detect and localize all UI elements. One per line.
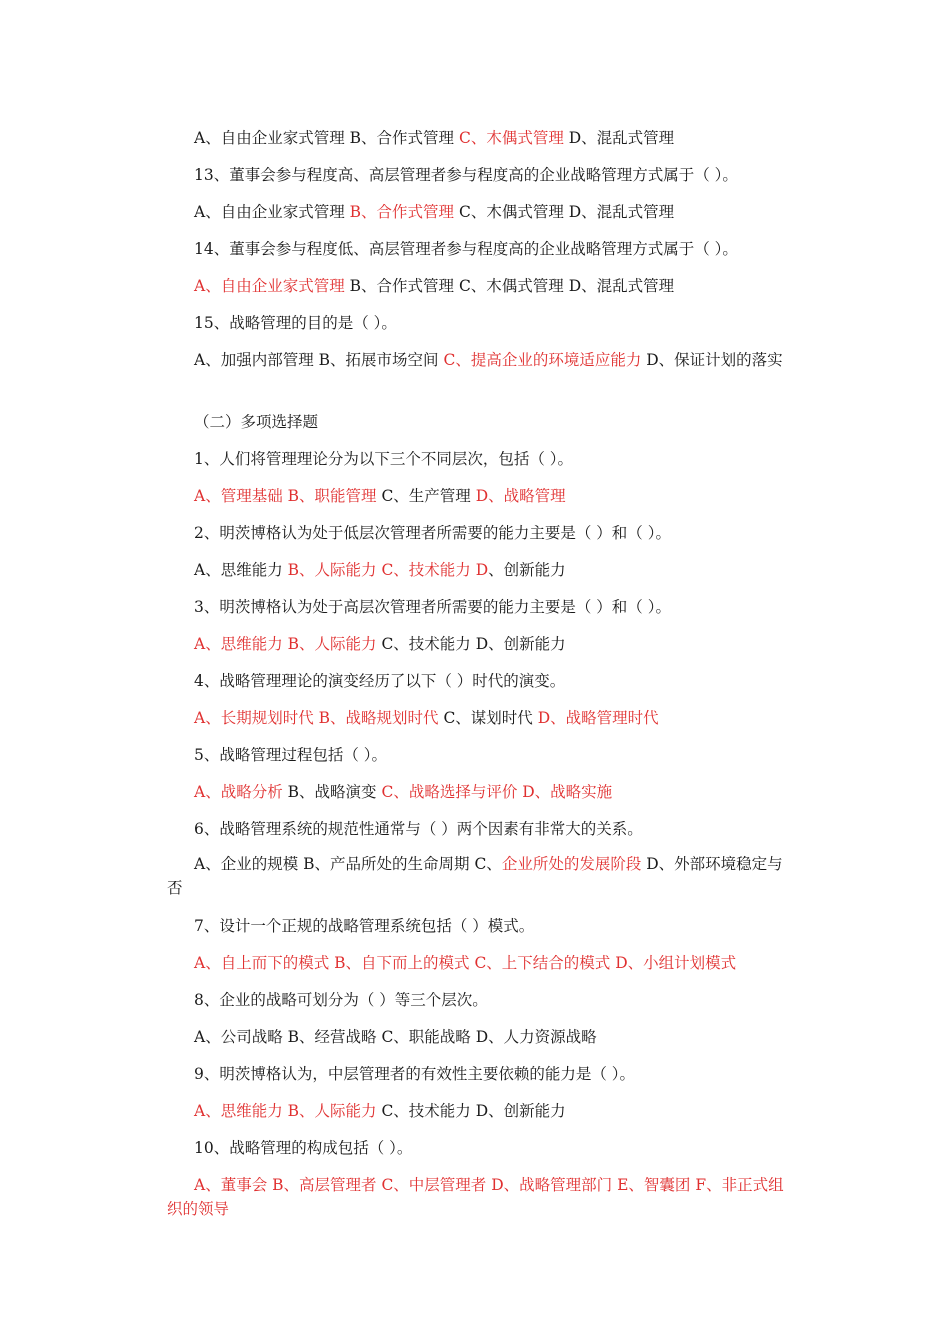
answer-options-m1 xyxy=(167,484,797,508)
section-heading-multiple-choice xyxy=(167,410,797,434)
body-text: D、保证计划的落实 xyxy=(641,351,783,369)
body-text: 8、企业的战略可划分为（ ）等三个层次。 xyxy=(194,991,488,1009)
body-text: 4、战略管理理论的演变经历了以下（ ）时代的演变。 xyxy=(194,672,566,690)
body-text: 3、明茨博格认为处于高层次管理者所需要的能力主要是（ ）和（ ）。 xyxy=(194,598,671,616)
body-text: 1、人们将管理理论分为以下三个不同层次，包括（ ）。 xyxy=(194,450,574,468)
highlighted-answer-text: B、合作式管理 xyxy=(349,203,455,221)
highlighted-answer-text: A、战略分析 xyxy=(194,783,283,801)
body-text: B、战略演变 xyxy=(282,783,382,801)
question-m2 xyxy=(167,521,797,545)
body-text: C、技术能力 D、创新能力 xyxy=(376,1102,566,1120)
body-text: C、技术能力 D、创新能力 xyxy=(376,635,566,653)
highlighted-answer-text: A、自上而下的模式 B、自下而上的模式 C、上下结合的模式 D、小组计划模式 xyxy=(194,954,737,972)
answer-options-m10 xyxy=(167,1173,797,1221)
body-text: 9、明茨博格认为，中层管理者的有效性主要依赖的能力是（ ）。 xyxy=(194,1065,636,1083)
question-m10 xyxy=(167,1136,797,1160)
highlighted-answer-text: 企业所处的发展阶段 xyxy=(501,855,642,873)
body-text: 5、战略管理过程包括（ ）。 xyxy=(194,746,388,764)
highlighted-answer-text: A、思维能力 B、人际能力 xyxy=(194,635,377,653)
body-text: C、生产管理 xyxy=(376,487,476,505)
answer-options-m9 xyxy=(167,1099,797,1123)
highlighted-answer-text: A、自由企业家式管理 xyxy=(194,277,345,295)
highlighted-answer-text: C、木偶式管理 xyxy=(458,129,564,147)
answer-options-m6 xyxy=(167,852,797,900)
question-m7 xyxy=(167,914,797,938)
body-text: B、合作式管理 C、木偶式管理 D、混乱式管理 xyxy=(344,277,675,295)
answer-options-14 xyxy=(167,274,797,298)
answer-options-m8 xyxy=(167,1025,797,1049)
body-text: D、混乱式管理 xyxy=(563,129,675,147)
question-m1 xyxy=(167,447,797,471)
body-text: 14、董事会参与程度低、高层管理者参与程度高的企业战略管理方式属于（ ）。 xyxy=(194,240,738,258)
body-text: 15、战略管理的目的是（ ）。 xyxy=(194,314,397,332)
body-text: D、外部环境稳定与否 xyxy=(167,855,783,897)
highlighted-answer-text: A、管理基础 B、职能管理 xyxy=(194,487,377,505)
answer-options-12 xyxy=(167,126,797,150)
question-15 xyxy=(167,311,797,335)
question-m8 xyxy=(167,988,797,1012)
answer-options-m7 xyxy=(167,951,797,975)
answer-options-m2 xyxy=(167,558,797,582)
question-13 xyxy=(167,163,797,187)
highlighted-answer-text: C、战略选择与评价 D、战略实施 xyxy=(381,783,613,801)
body-text: 、创新能力 xyxy=(488,561,566,579)
highlighted-answer-text: A、思维能力 B、人际能力 xyxy=(194,1102,377,1120)
body-text: A、自由企业家式管理 xyxy=(194,203,350,221)
highlighted-answer-text: D、战略管理时代 xyxy=(537,709,659,727)
body-text: 2、明茨博格认为处于低层次管理者所需要的能力主要是（ ）和（ ）。 xyxy=(194,524,671,542)
question-m3 xyxy=(167,595,797,619)
highlighted-answer-text: C、提高企业的环境适应能力 xyxy=(443,351,642,369)
body-text: A、思维能力 xyxy=(194,561,288,579)
answer-options-m5 xyxy=(167,780,797,804)
highlighted-answer-text: D、战略管理 xyxy=(475,487,566,505)
body-text: （二）多项选择题 xyxy=(194,413,319,431)
answer-options-13 xyxy=(167,200,797,224)
question-m5 xyxy=(167,743,797,767)
body-text: 13、董事会参与程度高、高层管理者参与程度高的企业战略管理方式属于（ ）。 xyxy=(194,166,738,184)
question-m6 xyxy=(167,817,797,841)
highlighted-answer-text: B、人际能力 C、技术能力 D xyxy=(287,561,489,579)
answer-options-15 xyxy=(167,348,797,372)
answer-options-m4 xyxy=(167,706,797,730)
highlighted-answer-text: A、董事会 B、高层管理者 C、中层管理者 D、战略管理部门 E、智囊团 F、非正式组织的领导 xyxy=(167,1176,784,1218)
question-m4 xyxy=(167,669,797,693)
question-m9 xyxy=(167,1062,797,1086)
body-text: 6、战略管理系统的规范性通常与（ ）两个因素有非常大的关系。 xyxy=(194,820,643,838)
body-text: A、自由企业家式管理 B、合作式管理 xyxy=(194,129,459,147)
body-text: A、加强内部管理 B、拓展市场空间 xyxy=(194,351,444,369)
answer-options-m3 xyxy=(167,632,797,656)
body-text: C、木偶式管理 D、混乱式管理 xyxy=(454,203,675,221)
body-text: 7、设计一个正规的战略管理系统包括（ ）模式。 xyxy=(194,917,535,935)
body-text: C、谋划时代 xyxy=(438,709,538,727)
body-text: A、企业的规模 B、产品所处的生命周期 C、 xyxy=(194,855,502,873)
highlighted-answer-text: A、长期规划时代 B、战略规划时代 xyxy=(194,709,439,727)
body-text: A、公司战略 B、经营战略 C、职能战略 D、人力资源战略 xyxy=(194,1028,597,1046)
question-14 xyxy=(167,237,797,261)
body-text: 10、战略管理的构成包括（ ）。 xyxy=(194,1139,413,1157)
